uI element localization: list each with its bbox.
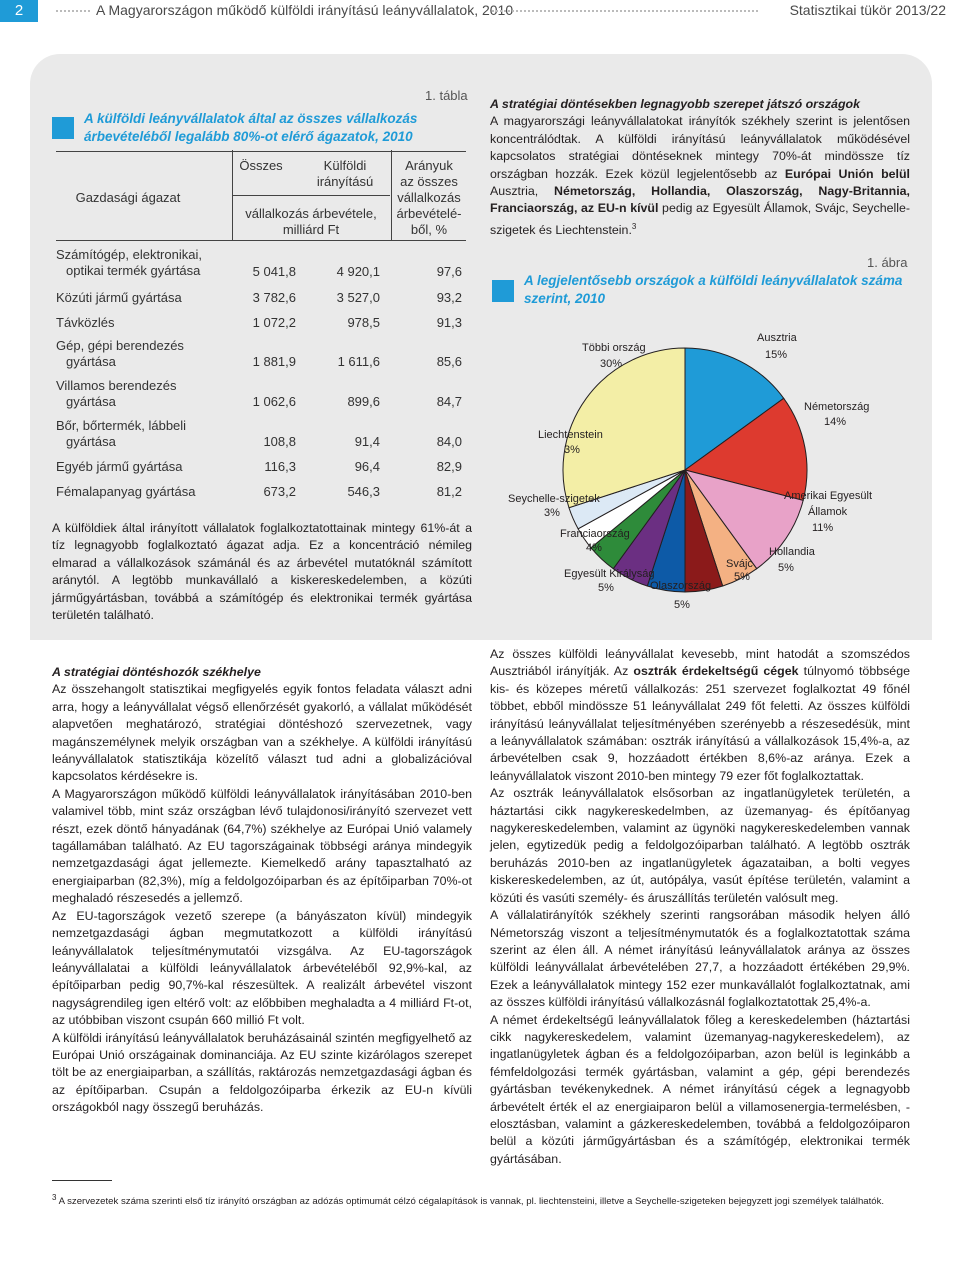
row-foreign: 4 920,1 <box>336 264 380 279</box>
value-uk: 5% <box>598 582 614 594</box>
section-heading: A stratégiai döntéshozók székhelye <box>52 665 261 679</box>
left-column <box>52 664 472 1117</box>
label-seych: Seychelle-szigetek <box>508 493 600 505</box>
label-tobbi: Többi ország <box>582 342 646 354</box>
row-total: 1 881,9 <box>252 354 296 369</box>
label-francia: Franciaország <box>560 528 630 540</box>
footnote-number: 3 <box>52 1193 57 1202</box>
value-hollandia: 5% <box>778 562 794 574</box>
row-share: 85,6 <box>436 354 462 369</box>
row-name: Gép, gépi berendezés <box>56 338 184 353</box>
row-foreign: 3 527,0 <box>336 290 380 305</box>
paragraph: A német érdekeltségű leányvállalatok főleg a kereskedelemben (háztartási cikk nagykereskedelem, valamint üzemanyag-nagykereskedelem), az ingatlanügyletek ágban és a feldolgozóiparban, azon belül is leginkább a fémfeldolgozási termék gyártásban, valamint a gép, gépi berendezés gyártásban tevékenykednek. A német irányítású cégek a legnagyobb árbevételt érték el az energiaiparon belül a villamosenergia-termelésben, -elosztásban, valamint a gázkereskedelemben, továbbá a feldolgozóiparon belül a közúti járműgyártásban és a számítógép, elektronikai termék gyártásában. <box>490 1012 910 1166</box>
table-row <box>56 459 466 477</box>
footnote <box>52 1190 922 1210</box>
sidebar-bold-b: Németország, Hollandia, Olaszország, Nagy-Britannia, Franciaország, az EU-n kívül <box>490 184 910 216</box>
value-liecht: 3% <box>564 444 580 456</box>
value-nemet: 14% <box>824 416 847 428</box>
label-svajc: Svájc <box>726 558 753 570</box>
table-title-2: árbevételéből legalább 80%-ot elérő ágazatok, 2010 <box>84 129 413 144</box>
value-ausztria: 15% <box>765 349 788 361</box>
row-share: 93,2 <box>436 290 462 305</box>
paragraph: A vállalatirányítók székhely szerinti rangsorában második helyen álló Németország viszont a teljesítménymutatók és a foglalkoztatottak száma szerint az élen áll. A német irányítású leányvállalatok aránya az összes külföldi leányvállalat árbevételében 27,7, a hozzáadott értékében 29,9%. Ezek a leányvállalatok mintegy 152 ezer munkavállalót foglalkoztatnak, ami az összes külföldi irányítású vállalkozásnál foglalkoztatottak 25,4%-a. <box>490 908 910 1010</box>
label-usa-2: Államok <box>808 506 848 518</box>
table-rule <box>56 240 466 241</box>
table-rule <box>56 151 466 152</box>
section-marker <box>492 280 514 302</box>
row-name: Bőr, bőrtermék, lábbeli <box>56 418 187 433</box>
footnote-rule <box>52 1180 112 1181</box>
sidebar-text-b: Ausztria, <box>490 184 539 199</box>
row-share: 84,7 <box>436 394 462 409</box>
paragraph: Az EU-tagországok vezető szerepe (a bányászaton kívül) mindegyik nemzetgazdasági ágban megmutatkozott a külföldi irányítású leányvállalatok teljesítménymutatói vizsgálva. Az EU-tagországok leányvállalatai a külföldi leányvállalatok árbevételéből 92,9%-kal, az építőiparban pedig 90,7%-kal részesültek. A realizált árbevétel viszont nagyságrendileg igen eltérő volt: az előbbiben meghaladta a 4 milliárd Ft-ot, az utóbbiban viszont csupán 660 millió Ft volt. <box>52 908 472 1028</box>
row-foreign: 96,4 <box>354 459 380 474</box>
col-foreign-1: Külföldi <box>323 158 367 173</box>
value-olasz: 5% <box>674 599 690 611</box>
col-share-3: vállalkozás <box>397 190 461 205</box>
table-row <box>56 315 466 333</box>
header-rule <box>232 195 390 196</box>
row-name-cont: gyártása <box>66 434 116 449</box>
value-francia: 4% <box>586 542 602 554</box>
label-usa-1: Amerikai Egyesült <box>784 490 873 502</box>
chart-label: 1. ábra <box>867 255 908 270</box>
label-uk: Egyesült Királyság <box>564 568 655 580</box>
row-total: 1 062,6 <box>252 394 296 409</box>
row-share: 97,6 <box>436 264 462 279</box>
sidebar-text-a: A magyarországi leányvállalatokat irányítók székhely szerint is jelentősen koncentrálódtak. A külföldi irányítású leányvállalatok működésével kapcsolatos stratégiai döntéseknek mintegy 70%-át mindössze tíz országban hozzák. Ezek közül legjelentősebb az <box>490 114 910 181</box>
col-sub-1: vállalkozás árbevétele, <box>245 206 377 221</box>
col-foreign-2: irányítású <box>316 174 374 189</box>
col-share-1: Arányuk <box>405 158 453 173</box>
row-name-cont: optikai termék gyártása <box>66 263 201 278</box>
row-name: Távközlés <box>56 315 115 330</box>
row-name-cont: gyártása <box>66 394 116 409</box>
row-foreign: 978,5 <box>347 315 380 330</box>
row-share: 81,2 <box>436 484 462 499</box>
table-row <box>56 418 466 452</box>
text: túlnyomó többsége kis- és közepes méretű vállalkozás: 251 szervezet foglalkoztat 49 főnél többet, ebből mindössze 51 leányvállalat 249 főt feletti. Az összes külföldi irányítású leányvállalat teljesítményében szerényebb a részesedésük, mint a leányvállalatok számában: osztrák irányítású a vállalkozások 15,4%-a, az árbevételben csak 9, hozzáadott értékben 8,6%-az aránya. Ezek a leányvállalatok viszont 2010-ben mintegy 79 ezer főt foglalkoztattak. <box>490 664 910 783</box>
pie-chart <box>480 310 930 640</box>
row-foreign: 91,4 <box>354 434 380 449</box>
row-foreign: 546,3 <box>347 484 380 499</box>
bold-text: osztrák érdekeltségű cégek <box>633 664 799 679</box>
label-olasz: Olaszország <box>650 580 712 592</box>
col-rule <box>232 150 233 240</box>
chart-title-1: A legjelentősebb országok a külföldi leányvállalatok száma <box>524 273 903 288</box>
col-total: Összes <box>239 158 283 173</box>
table-label: 1. tábla <box>425 88 468 103</box>
row-share: 82,9 <box>436 459 462 474</box>
row-name-cont: gyártása <box>66 354 116 369</box>
row-total: 3 782,6 <box>252 290 296 305</box>
paragraph: Az osztrák leányvállalatok elsősorban az ingatlanügyletek területén, a háztartási cikk nagykereskedelmben, az üzemanyag- és építőanyag nagykereskedelemben, valamint az ügynöki nagykereskedelemben vannak jelen, egytizedük pedig a feldolgozóiparban található. A legtöbb osztrák beruházás 2010-ben az ingatlanügyletek ágazataiban, a bolti vegyes kiskereskedelemben, az út, autópálya, vasút építése területén, valamint a közúti és vasúti személy- és áruszállítás területén valósult meg. <box>490 786 910 905</box>
section-marker <box>52 117 74 139</box>
paragraph <box>490 646 910 785</box>
row-share: 84,0 <box>436 434 462 449</box>
row-total: 1 072,2 <box>252 315 296 330</box>
col-sector: Gazdasági ágazat <box>75 190 181 205</box>
row-name: Egyéb jármű gyártása <box>56 459 183 474</box>
col-share-2: az összes <box>400 174 458 189</box>
table-row <box>56 290 466 308</box>
sidebar-bold-a: Európai Unión belül <box>784 166 910 181</box>
divider <box>492 10 758 12</box>
row-total: 116,3 <box>264 459 296 474</box>
row-total: 673,2 <box>263 484 296 499</box>
table-row <box>56 247 466 281</box>
table-row <box>56 484 466 502</box>
page-number: 2 <box>0 0 38 22</box>
paragraph: A Magyarországon működő külföldi leányvállalatok irányításában 2010-ben valamivel több, mint száz országban lévő tulajdonosi/irányító szervezet vett részt, ezek döntő hányadának (64,7%) székhelye az Európai Unió valamely tagállamában található. Az EU tagországainak többségi aránya mindegyik nemzetgazdasági ágat jellemezte. Kiemelkedő arány tapasztalható az energiaiparban (82,3%), míg a feldolgozóiparban és az építőiparban 70%-ot meghaladó részesedés a jellemző. <box>52 786 472 906</box>
table-row <box>56 338 466 372</box>
sidebar-text <box>490 96 910 239</box>
label-liecht: Liechtenstein <box>538 429 603 441</box>
table-note: A külföldiek által irányított vállalatok foglalkoztatottainak mintegy 61%-át a tíz legnagyobb foglalkoztató ágazat adja. Ez a koncentráció némileg elmarad a vállalkozások számánál és az árbevétel mutatóknál számított aránytól. A legtöbb munkavállaló a kiskereskedelemben, a közúti járműgyártásban, továbbá a számítógép és elektronikai termék gyártása területén található. <box>52 521 472 623</box>
row-foreign: 1 611,6 <box>337 354 380 369</box>
row-name: Fémalapanyag gyártása <box>56 484 196 499</box>
row-total: 108,8 <box>263 434 296 449</box>
table-title-1: A külföldi leányvállalatok által az összes vállalkozás <box>84 111 418 126</box>
table-row <box>56 378 466 412</box>
paragraph: Az összehangolt statisztikai megfigyelés egyik fontos feladata választ adni arra, hogy a leányvállalat végső ellenőrzését gyakorló, a vállalat működését alapvetően meghatározó, stratégiai döntéshozó szervezetnek, vagy magánszemélynek melyik országban van a székhelye. A külföldi irányítású leányvállalatok statisztikája közelítő választ tud adni a globalizációval kapcsolatos kérdésekre is. <box>52 682 472 784</box>
sidebar-paragraph <box>490 113 910 239</box>
col-share-5: ből, % <box>410 222 448 237</box>
row-name: Villamos berendezés <box>56 378 177 393</box>
right-column <box>490 646 910 1168</box>
row-name: Közúti jármű gyártása <box>56 290 182 305</box>
sidebar-text-c: pedig az Egyesült Államok, Svájc, Seychelle-szigetek és Liechtenstein. <box>490 201 911 237</box>
paragraph: A külföldi irányítású leányvállalatok beruházásainál szintén megfigyelhető az Európai Unió országainak dominanciája. Az EU szinte kizárólagos szerepet tölt be az energiaiparban, a szállítás, raktározás nemzetgazdasági ágban és az építőiparban. Csupán a feldolgozóiparba érkezik az EU-n kívüli országokból nagy összegű beruházás. <box>52 1030 472 1115</box>
value-usa: 11% <box>812 522 834 534</box>
page-header <box>0 0 960 22</box>
sidebar-heading: A stratégiai döntésekben legnagyobb szerepet játszó országok <box>490 97 860 111</box>
running-title: A Magyarországon működő külföldi irányítású leányvállalatok, 2010 <box>96 2 514 18</box>
divider <box>56 10 90 12</box>
row-name: Számítógép, elektronikai, <box>56 247 202 262</box>
chart-title-2: szerint, 2010 <box>524 291 606 306</box>
row-foreign: 899,6 <box>347 394 380 409</box>
footnote-text: A szervezetek száma szerinti első tíz irányító országban az adózás optimumát célzó cégalapítások is vannak, pl. liechtensteini, illetve a Seychelle-szigeteken bejegyzett jogi személyek találhatók. <box>58 1196 885 1208</box>
col-sub-2: milliárd Ft <box>282 222 340 237</box>
value-seych: 3% <box>544 507 560 519</box>
row-total: 5 041,8 <box>252 264 296 279</box>
label-ausztria: Ausztria <box>757 332 797 344</box>
col-share-4: árbevételé- <box>396 206 462 221</box>
row-share: 91,3 <box>436 315 462 330</box>
label-hollandia: Hollandia <box>769 546 815 558</box>
label-nemet: Németország <box>804 401 870 413</box>
footnote-ref: 3 <box>631 221 637 231</box>
value-tobbi: 30% <box>600 358 623 370</box>
text: Az összes külföldi leányvállalat kevesebb, mint hatodát a szomszédos Ausztriából irányítják. Az <box>490 647 910 679</box>
value-svajc: 5% <box>734 571 750 583</box>
series-title: Statisztikai tükör 2013/22 <box>789 2 946 18</box>
